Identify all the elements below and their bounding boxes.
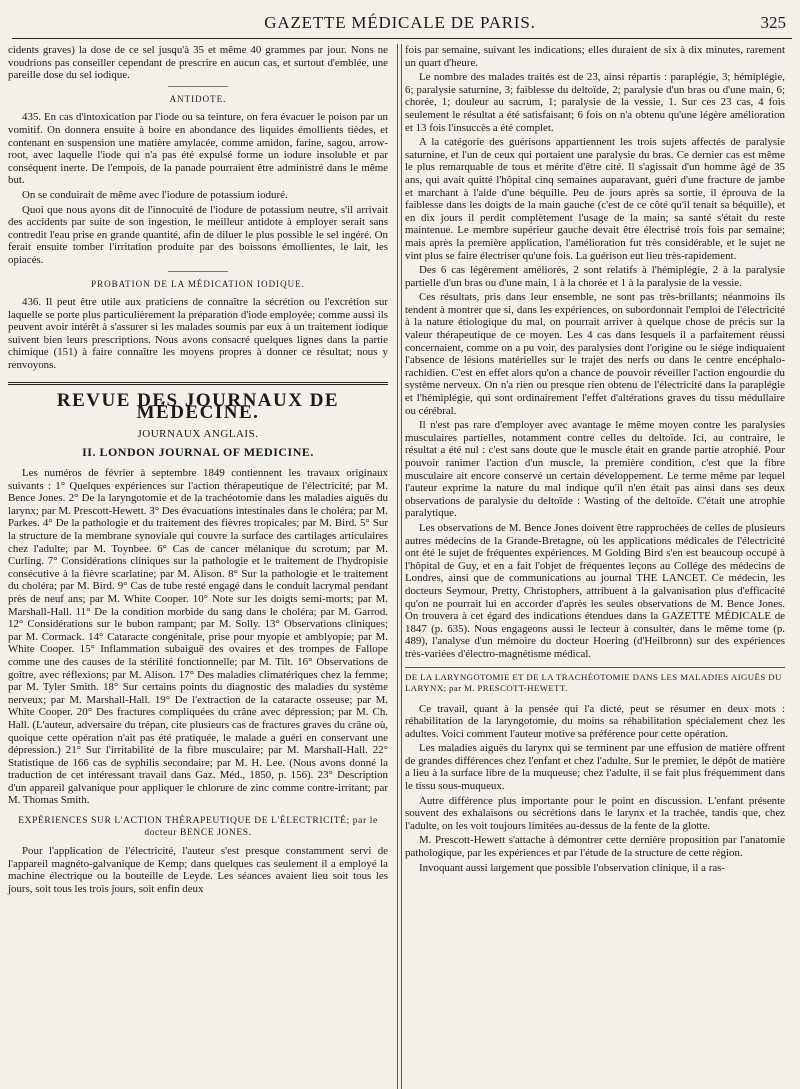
paragraph: On se conduirait de même avec l'iodure de potassium ioduré. [22,188,288,201]
paragraph: Invoquant aussi largement que possible l'observation clinique, il a ras- [419,861,726,874]
paragraph: fois par semaine, suivant les indications; elles duraient de six à dix minutes, rarement un quart d'heure. [405,44,785,69]
divider [168,86,228,87]
column-divider [397,44,402,1089]
page-number: 325 [760,13,786,32]
paragraph: Ces résultats, pris dans leur ensemble, ne sont pas très-brillants; néanmoins ils tendent à montrer que si, dans les expériences, on subordonnait l'emploi de l'électricité à la nature étiologique du mal, on pourrait arriver à quelque chose de précis sur la valeur thérapeutique de ce moyen. Les 4 cas dans lesquels il a parfaitement réussi concernaient, comme on a pu voir, des paralysies dont l'origine ou le siége indiquaient l'absence de lésions matérielles sur le trajet des nerfs ou dans le centre encéphalo-rachidien. C'est en effet alors qu'on a chance de pouvoir réveiller l'action engourdie du système nerveux. On n'a rien ou presque rien obtenu de l'électricité dans la paraplégie et l'hémiplégie, qui sont ordinairement l'effet d'altérations graves du tissu médullaire ou cérébral. [405,291,785,417]
header-rule [12,38,792,39]
page-header [0,0,800,44]
running-title: GAZETTE MÉDICALE DE PARIS. [264,13,536,32]
subsection-title: JOURNAUX ANGLAIS. [137,427,259,440]
paragraph: Des 6 cas légèrement améliorés, 2 sont relatifs à l'hémiplégie, 2 à la paralysie partielle d'un bras ou d'une main, 1 à la chorée et 1 à la paralysie de la vessie. [405,264,785,289]
paragraph: Autre différence plus importante pour le point en discussion. L'enfant présente souvent des exhalaisons ou sécrétions dans le larynx et la trachée, tandis que, chez l'adulte, on les voit toujours limitées au-dessus de la fente de la glotte. [405,794,785,832]
paragraph: Pour l'application de l'électricité, l'auteur s'est presque constamment servi de l'appareil magnéto-galvanique de Kemp; dans quelques cas seulement il a employé la machine électrique ou la bouteille de Leyde. Les séances avaient lieu soit tous les jours, soit tous les trois jours, soit enfin deux [8,845,388,895]
paragraph: Le nombre des malades traités est de 23, ainsi répartis : paraplégie, 3; hémiplégie, 6; paralysie saturnine, 3; faiblesse du deltoïde, 2; paralysie d'un bras ou d'une main, 6; chorée, 1; douleur au sacrum, 1; paralysie de la vessie, 1. Sur ces 23 cas, 4 fois seulement le résultat a été satisfaisant; 6 fois on n'a obtenu qu'une légère amélioration et 13 fois l'insuccès a été complet. [405,71,785,134]
right-column [405,44,785,876]
paragraph: Ce travail, quant à la pensée qui l'a dicté, peut se résumer en deux mots : réhabilitation de la laryngotomie, du moins sa réhabilitation spécialement chez les adultes. Voici comment l'auteur motive sa préférence pour cette opération. [405,702,785,740]
double-rule [8,382,388,385]
paragraph: M. Prescott-Hewett s'attache à démontrer cette dernière proposition par l'anatomie pathologique, par les expériences et par l'étude de la structure de cette région. [405,834,785,860]
paragraph: Les numéros de février à septembre 1849 contiennent les travaux originaux suivants : 1° Quelques expériences sur l'action thérapeutique de l'électricité; par M. Bence Jones. 2° De la laryngotomie et de la trachéotomie dans les maladies aiguës du larynx; par M. Prescott-Hewett. 3° Des évacuations intestinales dans le choléra; par M. Parkes. 4° De la pathologie et du traitement des fièvres tropicales; par M. Bird. 5° Sur la structure de la membrane synoviale qui couvre la surface des cartilages articulaires chez l'adulte; par M. Toynbee. 6° Cas de cancer mélanique du scrotum; par M. Curling. 7° Considérations cliniques sur la pathologie et le traitement de l'hydropisie consécutive à la fièvre scarlatine; par M. Alison. 8° Sur la pathologie et le traitement du choléra; par M. Bird. 9° Cas de tube resté engagé dans le conduit lacrymal pendant près de neuf ans; par M. White Cooper. 10° Note sur les doigts semi-morts; par M. Marshall-Hall. 11° De la condition morbide du sang dans le choléra; par M. Garrod. 12° Considérations sur le bubon rampant; par M. Solly. 13° Observations cliniques; par M. Cormack. 14° Cataracte congénitale, prise pour myopie et amblyopie; par M. White Cooper. 15° Inflammation subaiguë des ovaires et des trompes de Fallope comme une des causes de la stérilité fonctionnelle; par M. Tilt. 16° Observations de goître, avec réflexions; par M. Alison. 17° Des maladies climatériques chez la femme; par M. Tyler Smith. 18° Sur certains points du diagnostic des maladies du système nerveux; par M. Marshall-Hall. 19° De l'extraction de la cataracte osseuse; par M. White Cooper. 20° Des fractures compliquées du crâne avec dépression; par M. Ch. Hall. (L'auteur, adversaire du trépan, cite plusieurs cas de fractures graves du crâne où, quoique cette opération n'ait pas été pratiquée, le malade a guéri en conservant une dépression.) 21° Sur l'irritabilité de la fibre musculaire; par M. Marshall-Hall. 22° Statistique de 166 cas de syphilis secondaire; par M. H. Lee. (Nous avons donné la traduction de cet intéressant travail dans Gaz. Méd., 1850, p. 156). 23° Description d'un appareil galvanique pour appliquer le chlorure de zinc comme contre-irritant; par M. Thomas Smith. [8,467,388,807]
article-heading: EXPÉRIENCES SUR L'ACTION THÉRAPEUTIQUE DE L'ÉLECTRICITÉ; par le docteur BENCE JONES. [18,816,378,839]
paragraph: Les maladies aiguës du larynx qui se terminent par une effusion de matière offrent de grandes différences chez l'enfant et chez l'adulte. Sur le premier, le dépôt de matière a lieu à la surface libre de la muqueuse; chez l'adulte, il se fait plus fréquemment dans le tissu sous-muqueux. [405,742,785,793]
section-heading-antidote: ANTIDOTE. [169,93,227,104]
paragraph: 436. Il peut être utile aux praticiens de connaître la sécrétion ou l'excrétion sur laquelle se porte plus particulièrement la préparation d'iode employée; comme aussi ils peuvent avoir intérêt à s'assurer si les malades soumis par eux à un traitement iodique suivent bien leurs prescriptions. Nous avons consacré quelques lignes dans la partie chimique (151) à faire connaître les moyens propres à donner ce résultat; nous y renvoyons. [8,296,388,372]
paragraph: cidents graves) la dose de ce sel jusqu'à 35 et même 40 grammes par jour. Nons ne voudrions pas conseiller cependant de prescrire en aucun cas, et surtout d'emblée, une pareille dose du sel iodique. [8,44,388,82]
article-heading: DE LA LARYNGOTOMIE ET DE LA TRACHÉOTOMIE DANS LES MALADIES AIGUËS DU LARYNX; par M. PRESCOTT-HEWETT. [405,667,785,695]
paragraph: A la catégorie des guérisons appartiennent les trois sujets affectés de paralysie saturnine, et l'un de ceux qui portaient une paralysie du bras. Ce dernier cas est même le plus remarquable de tous et mérite d'être cité. Il s'agissait d'un homme âgé de 35 ans, qui avait quitté l'hôpital cinq semaines auparavant, guéri d'une fracture de jambe et marchant à l'aide d'une béquille. Peu de jours après sa sortie, il éprouva de la faiblesse dans les doigts de la main gauche (c'est de ce côté qu'il tenait sa béquille), et en dix jours il perdit complètement l'usage de la main; sa santé s'était du reste maintenue. Le membre supérieur gauche devait être électrisé trois fois par semaine; mais après la première application, l'amélioration fut très considérable, et le sujet ne vint plus se faire électriser qu'une fois. La guérison eut lieu très-rapidement. [405,136,785,262]
left-column [8,44,388,897]
paragraph: Les observations de M. Bence Jones doivent être rapprochées de celles de plusieurs autres médecins de la Grande-Bretagne, où les applications médicales de l'électricité ont été le sujet de fréquentes expériences. M Golding Bird s'en est beaucoup occupé à l'hôpital de Guy, et en a fait l'objet de fréquentes leçons au Collége des médecins de Londres, ainsi que de communications au journal THE LANCET. Ce médecin, les docteurs Seymour, Pretty, Christophers, attribuent à la galvanisation plus d'efficacité qu'on ne pourrait lui en accorder d'après les seules observations de M. Bence Jones. On trouvera à cet égard des indications étendues dans la GAZETTE MÉDICALE de 1847 (p. 635). Nous engageons aussi le lecteur à consulter, dans le même tome (p. 489), l'analyse d'un mémoire du docteur Hoering (d'Heilbronn) sur des expériences très-variées d'électro-magnétisme médical. [405,521,785,660]
journal-title: II. LONDON JOURNAL OF MEDICINE. [82,445,314,460]
paragraph: 435. En cas d'intoxication par l'iode ou sa teinture, on fera évacuer le poison par un vomitif. On donnera ensuite à boire en abondance des liquides émollients tièdes, et contenant en suspension une matière amylacée, comme amidon, farine, sagou, arrow-root, avec laquelle l'iode qui n'a pas été expulsé forme un iodure insoluble et par conséquent inerte. De l'empois, de la panade pourraient être administré dans le même but. [8,111,388,187]
review-title: REVUE DES JOURNAUX DE MÉDECINE. [56,389,340,424]
paragraph: Il n'est pas rare d'employer avec avantage le même moyen contre les paralysies musculaires partielles, notamment contre celles du deltoïde. Ici, au contraire, le résultat a été nul : c'est sans doute que le muscle était en grande partie atrophié. Pour pouvoir ranimer l'action d'un muscle, la première condition, c'est que la fibre musculaire ait encore conservé un certain développement. Le terme même par lequel l'auteur exprime la nature du mal indique qu'il n'en était pas ainsi dans ses deux observations de paralysie du deltoïde : Wasting of the deltoïde. C'était une atrophie paralytique. [405,419,785,520]
paragraph: Quoi que nous ayons dit de l'innocuité de l'iodure de potassium neutre, s'il arrivait des accidents par suite de son ingestion, le meilleur antidote à employer serait sans contredit l'eau prise en grande quantité, afin de diluer le plus possible le sel ingéré. On ferait ensuite tomber l'irritation produite par des boissons émollientes, le lait, les opiacés. [8,203,388,266]
divider [168,271,228,272]
section-heading-probation: PROBATION DE LA MÉDICATION IODIQUE. [91,278,305,289]
